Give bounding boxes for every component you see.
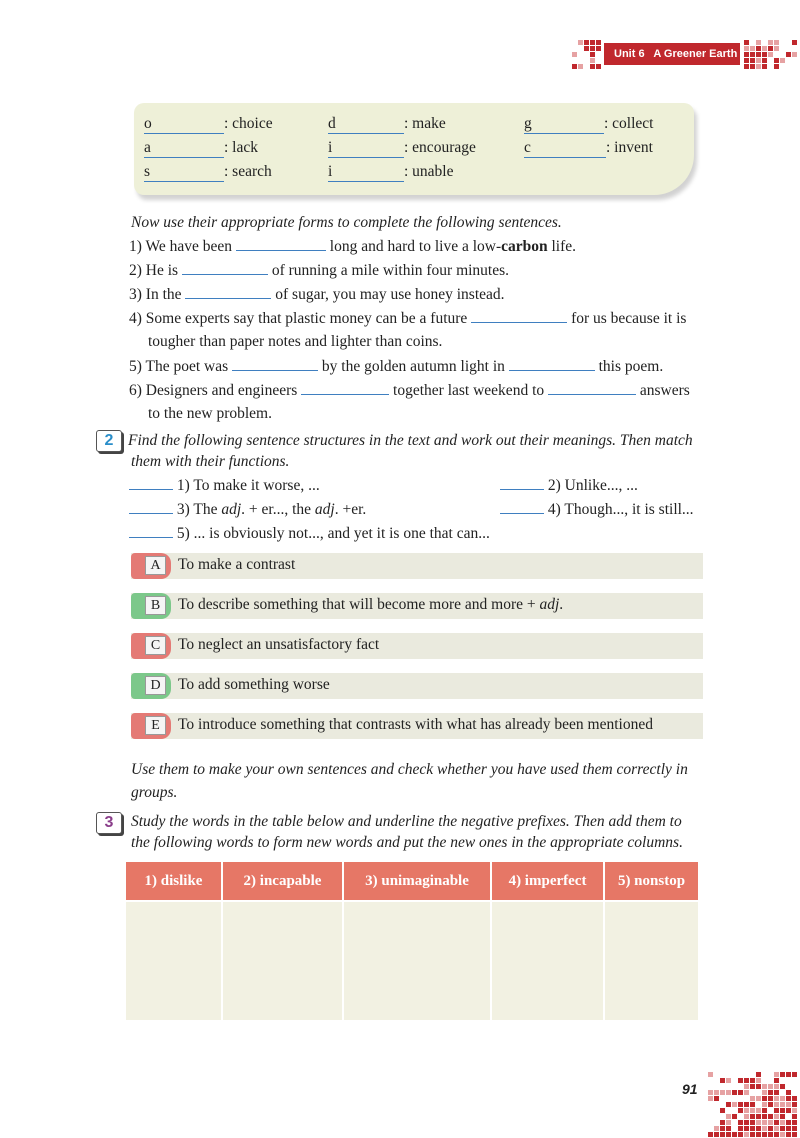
pixel-square — [726, 1120, 731, 1125]
pixel-square — [774, 1084, 779, 1089]
pixel-square — [744, 1120, 749, 1125]
pixel-square — [596, 64, 601, 69]
vocab-item: o : choice — [144, 115, 273, 132]
ex2-instruction-cont: them with their functions. — [131, 453, 290, 470]
pixel-square — [762, 46, 767, 51]
pixel-square — [774, 1072, 779, 1077]
exercise-2-number: 2 — [96, 430, 122, 452]
pixel-square — [750, 58, 755, 63]
pixel-square — [774, 1108, 779, 1113]
pixel-square — [750, 1078, 755, 1083]
pixel-square — [780, 1072, 785, 1077]
sentence-6-cont: to the new problem. — [148, 405, 272, 422]
pixel-square — [780, 1102, 785, 1107]
pixel-square — [714, 1126, 719, 1131]
pixel-square — [762, 1102, 767, 1107]
table-header-cell: 3) unimaginable — [343, 862, 491, 901]
table-cell[interactable] — [222, 901, 343, 1020]
function-option-c: C To neglect an unsatisfactory fact — [131, 633, 703, 659]
pixel-square — [714, 1096, 719, 1101]
pixel-square — [708, 1072, 713, 1077]
ex2-follow-up-cont: groups. — [131, 784, 178, 801]
pixel-square — [792, 52, 797, 57]
pixel-square — [768, 1096, 773, 1101]
pixel-square — [726, 1114, 731, 1119]
vocab-item: d : make — [328, 115, 446, 132]
pixel-square — [756, 52, 761, 57]
pixel-square — [738, 1120, 743, 1125]
pixel-square — [750, 46, 755, 51]
pixel-square — [768, 52, 773, 57]
pixel-square — [774, 40, 779, 45]
pixel-square — [774, 1096, 779, 1101]
pixel-square — [780, 1108, 785, 1113]
pixel-square — [786, 1126, 791, 1131]
pixel-square — [750, 64, 755, 69]
pixel-square — [774, 58, 779, 63]
pixel-square — [774, 1102, 779, 1107]
pixel-square — [792, 1126, 797, 1131]
sentence-2: 2) He is of running a mile within four minutes. — [129, 262, 510, 279]
sentence-1: 1) We have been long and hard to live a low-carbon life. — [129, 238, 577, 255]
pixel-square — [786, 1120, 791, 1125]
pixel-square — [726, 1132, 731, 1137]
vocab-item: i : unable — [328, 163, 454, 180]
pixel-square — [738, 1090, 743, 1095]
pixel-square — [572, 64, 577, 69]
pixel-square — [774, 1120, 779, 1125]
pixel-square — [768, 1120, 773, 1125]
pixel-square — [774, 1078, 779, 1083]
pixel-square — [768, 1132, 773, 1137]
pixel-square — [774, 46, 779, 51]
pixel-square — [744, 52, 749, 57]
ex1-instruction: Now use their appropriate forms to complete the following sentences. — [131, 214, 562, 231]
pixel-square — [786, 1090, 791, 1095]
pixel-square — [714, 1090, 719, 1095]
pixel-square — [720, 1078, 725, 1083]
pixel-square — [792, 1114, 797, 1119]
unit-header — [604, 43, 740, 65]
pixel-square — [756, 1126, 761, 1131]
ex2-instruction: Find the following sentence structures in the text and work out their meanings. Then match — [128, 432, 693, 449]
pixel-square — [792, 1132, 797, 1137]
pixel-square — [584, 40, 589, 45]
pixel-square — [786, 1096, 791, 1101]
pixel-square — [708, 1096, 713, 1101]
structure-5: 5) ... is obviously not..., and yet it is one that can... — [129, 524, 490, 543]
pixel-square — [590, 40, 595, 45]
vocabulary-box — [134, 103, 694, 195]
pixel-square — [780, 1120, 785, 1125]
pixel-square — [756, 64, 761, 69]
option-letter-badge: A — [131, 553, 171, 579]
sentence-4: 4) Some experts say that plastic money can be a future for us because it is — [129, 310, 687, 327]
pixel-square — [780, 58, 785, 63]
sentence-4-cont: tougher than paper notes and lighter than coins. — [148, 333, 443, 350]
pixel-square — [708, 1090, 713, 1095]
table-header-cell: 4) imperfect — [491, 862, 604, 901]
pixel-square — [786, 1132, 791, 1137]
unit-number: Unit 6 — [614, 48, 645, 60]
pixel-square — [750, 1096, 755, 1101]
pixel-square — [762, 1084, 767, 1089]
pixel-square — [768, 1084, 773, 1089]
pixel-square — [762, 1090, 767, 1095]
pixel-square — [596, 40, 601, 45]
vocab-item: a : lack — [144, 139, 258, 156]
option-letter-badge: D — [131, 673, 171, 699]
table-header-cell: 5) nonstop — [604, 862, 698, 901]
pixel-square — [774, 1090, 779, 1095]
pixel-square — [774, 1114, 779, 1119]
pixel-square — [750, 1102, 755, 1107]
pixel-square — [786, 1102, 791, 1107]
pixel-square — [732, 1114, 737, 1119]
pixel-square — [762, 1114, 767, 1119]
pixel-square — [780, 1132, 785, 1137]
pixel-square — [786, 1072, 791, 1077]
pixel-square — [726, 1102, 731, 1107]
structure-3: 3) The adj. + er..., the adj. +er. — [129, 500, 366, 519]
pixel-square — [780, 1096, 785, 1101]
pixel-square — [744, 1132, 749, 1137]
pixel-square — [756, 1120, 761, 1125]
pixel-square — [774, 64, 779, 69]
pixel-square — [738, 1132, 743, 1137]
pixel-square — [792, 1108, 797, 1113]
ex3-instruction-cont: the following words to form new words and put the new ones in the appropriate columns. — [131, 834, 683, 851]
structure-2: 2) Unlike..., ... — [500, 476, 638, 495]
sentence-6: 6) Designers and engineers together last weekend to answers — [129, 382, 690, 399]
pixel-square — [732, 1090, 737, 1095]
pixel-square — [768, 46, 773, 51]
function-option-d: D To add something worse — [131, 673, 703, 699]
prefix-table — [126, 862, 698, 1020]
pixel-square — [572, 52, 577, 57]
pixel-square — [792, 1096, 797, 1101]
pixel-square — [756, 1132, 761, 1137]
pixel-square — [590, 58, 595, 63]
pixel-square — [714, 1132, 719, 1137]
pixel-square — [738, 1108, 743, 1113]
pixel-square — [596, 46, 601, 51]
pixel-square — [750, 1108, 755, 1113]
vocab-item: c : invent — [524, 139, 653, 156]
pixel-square — [720, 1120, 725, 1125]
pixel-square — [744, 1090, 749, 1095]
pixel-square — [756, 58, 761, 63]
exercise-3-number: 3 — [96, 812, 122, 834]
pixel-square — [762, 1108, 767, 1113]
pixel-square — [792, 1102, 797, 1107]
pixel-square — [768, 1090, 773, 1095]
pixel-square — [584, 46, 589, 51]
pixel-square — [750, 1120, 755, 1125]
vocab-item: g : collect — [524, 115, 654, 132]
table-header-cell: 1) dislike — [126, 862, 222, 901]
pixel-square — [744, 1114, 749, 1119]
pixel-square — [738, 1126, 743, 1131]
pixel-square — [720, 1108, 725, 1113]
pixel-square — [744, 1108, 749, 1113]
pixel-square — [744, 40, 749, 45]
pixel-square — [744, 1102, 749, 1107]
pixel-square — [744, 1078, 749, 1083]
table-cell[interactable] — [126, 901, 222, 1020]
pixel-square — [786, 1108, 791, 1113]
pixel-square — [732, 1102, 737, 1107]
pixel-square — [726, 1126, 731, 1131]
pixel-square — [738, 1078, 743, 1083]
pixel-square — [792, 1120, 797, 1125]
option-letter-badge: C — [131, 633, 171, 659]
option-letter-badge: E — [131, 713, 171, 739]
pixel-square — [744, 1126, 749, 1131]
pixel-square — [590, 64, 595, 69]
ex2-follow-up: Use them to make your own sentences and check whether you have used them correctly in — [131, 761, 688, 778]
pixel-square — [768, 1126, 773, 1131]
structure-1: 1) To make it worse, ... — [129, 476, 320, 495]
vocab-item: s : search — [144, 163, 272, 180]
sentence-3: 3) In the of sugar, you may use honey instead. — [129, 286, 505, 303]
function-option-e: E To introduce something that contrasts with what has already been mentioned — [131, 713, 703, 739]
page-number: 91 — [682, 1081, 698, 1097]
pixel-square — [780, 1126, 785, 1131]
pixel-square — [720, 1126, 725, 1131]
pixel-square — [750, 1126, 755, 1131]
pixel-square — [774, 1132, 779, 1137]
vocab-item: i : encourage — [328, 139, 476, 156]
pixel-square — [792, 1072, 797, 1077]
ex3-instruction: Study the words in the table below and underline the negative prefixes. Then add them to — [131, 813, 682, 830]
pixel-square — [756, 1096, 761, 1101]
pixel-square — [732, 1132, 737, 1137]
pixel-square — [768, 40, 773, 45]
pixel-square — [756, 40, 761, 45]
pixel-square — [578, 64, 583, 69]
pixel-square — [780, 1084, 785, 1089]
function-option-b: B To describe something that will become more and more + adj. — [131, 593, 703, 619]
pixel-square — [768, 1114, 773, 1119]
pixel-square — [726, 1078, 731, 1083]
table-cell[interactable] — [343, 901, 491, 1020]
table-cell[interactable] — [491, 901, 604, 1020]
pixel-square — [578, 40, 583, 45]
pixel-square — [762, 1126, 767, 1131]
pixel-square — [762, 1096, 767, 1101]
pixel-square — [756, 1084, 761, 1089]
pixel-square — [744, 58, 749, 63]
function-option-a: A To make a contrast — [131, 553, 703, 579]
pixel-square — [756, 1072, 761, 1077]
pixel-square — [756, 1108, 761, 1113]
pixel-square — [756, 46, 761, 51]
pixel-square — [780, 1114, 785, 1119]
pixel-square — [590, 46, 595, 51]
pixel-square — [744, 46, 749, 51]
pixel-square — [750, 52, 755, 57]
pixel-square — [768, 1102, 773, 1107]
pixel-square — [792, 40, 797, 45]
pixel-square — [744, 1084, 749, 1089]
pixel-square — [750, 1132, 755, 1137]
structure-4: 4) Though..., it is still... — [500, 500, 694, 519]
pixel-square — [774, 1126, 779, 1131]
pixel-square — [762, 1132, 767, 1137]
option-letter-badge: B — [131, 593, 171, 619]
sentence-5: 5) The poet was by the golden autumn light in this poem. — [129, 358, 664, 375]
pixel-square — [756, 1078, 761, 1083]
pixel-square — [744, 64, 749, 69]
pixel-square — [786, 52, 791, 57]
table-cell[interactable] — [604, 901, 698, 1020]
pixel-square — [762, 1120, 767, 1125]
pixel-square — [726, 1090, 731, 1095]
pixel-square — [762, 58, 767, 63]
pixel-square — [762, 64, 767, 69]
pixel-square — [756, 1114, 761, 1119]
table-header-cell: 2) incapable — [222, 862, 343, 901]
pixel-square — [590, 52, 595, 57]
pixel-square — [720, 1132, 725, 1137]
pixel-square — [708, 1132, 713, 1137]
pixel-square — [750, 1114, 755, 1119]
pixel-square — [738, 1102, 743, 1107]
pixel-square — [750, 1084, 755, 1089]
unit-title: A Greener Earth — [653, 48, 738, 60]
pixel-square — [720, 1090, 725, 1095]
pixel-square — [762, 52, 767, 57]
